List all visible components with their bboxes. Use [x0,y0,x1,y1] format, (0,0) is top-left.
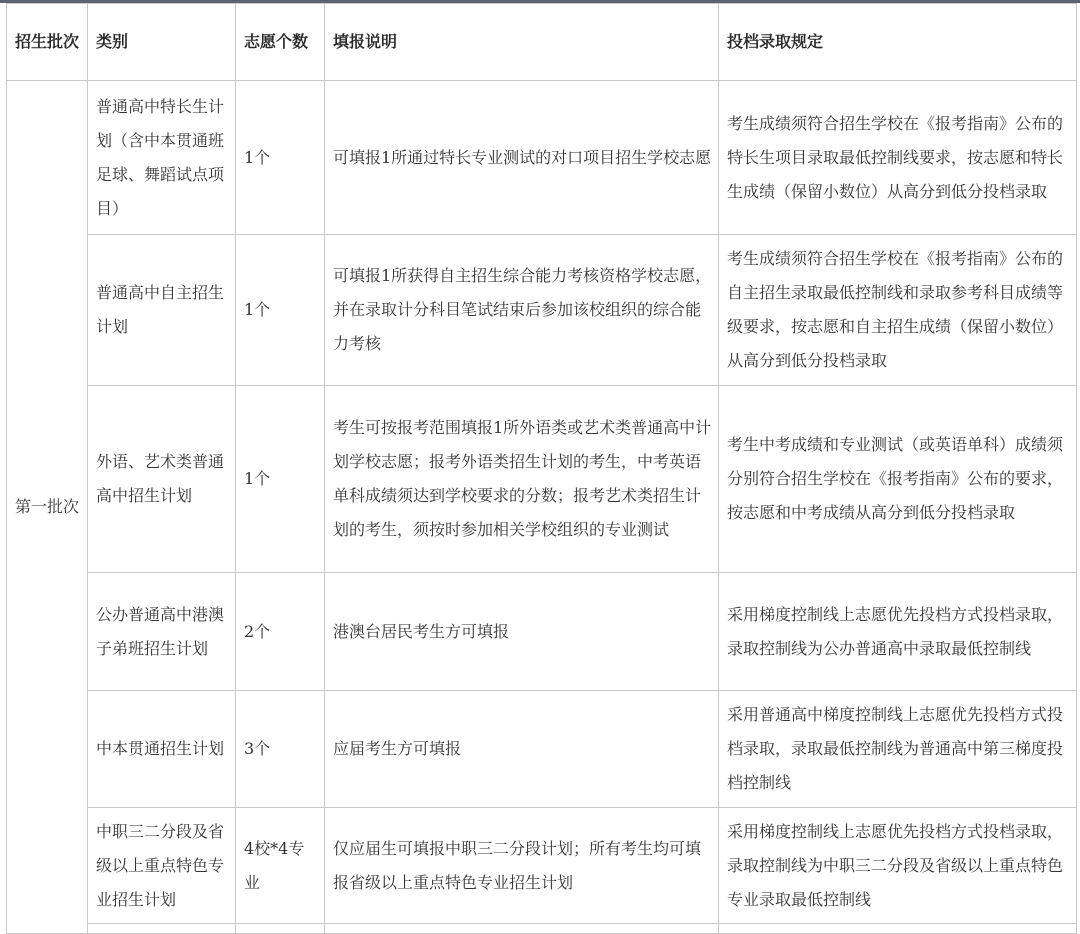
rules-cell: 采用普通高中梯度控制线上志愿优先投档方式投档录取，录取最低控制线为普通高中第三梯度投档控制线 [719,691,1077,808]
table-row-continued [7,924,1077,934]
category-cell: 普通高中特长生计划（含中本贯通班足球、舞蹈试点项目） [88,81,236,235]
rules-cell: 考生中考成绩和专业测试（或英语单科）成绩须分别符合招生学校在《报考指南》公布的要求，按志愿和中考成绩从高分到低分投档录取 [719,386,1077,573]
table-row [7,808,1077,924]
count-cell: 2个 [236,573,325,691]
instructions-cell: 可填报1所通过特长专业测试的对口项目招生学校志愿 [325,81,719,235]
header-batch: 招生批次 [7,4,88,81]
table-row [7,691,1077,808]
instructions-cell: 考生可按报考范围填报1所外语类或艺术类普通高中计划学校志愿；报考外语类招生计划的考生，中考英语单科成绩须达到学校要求的分数；报考艺术类招生计划的考生，须按时参加相关学校组织的专业测试 [325,386,719,573]
instructions-cell: 应届考生方可填报 [325,691,719,808]
rules-cell: 采用梯度控制线上志愿优先投档方式投档录取，录取控制线为公办普通高中录取最低控制线 [719,573,1077,691]
category-cell: 中职三二分段及省级以上重点特色专业招生计划 [88,808,236,924]
count-cell: 1个 [236,386,325,573]
category-cell: 外语、艺术类普通高中招生计划 [88,386,236,573]
rules-cell: 考生成绩须符合招生学校在《报考指南》公布的特长生项目录取最低控制线要求，按志愿和特长生成绩（保留小数位）从高分到低分投档录取 [719,81,1077,235]
table-row [7,81,1077,235]
category-cell: 中本贯通招生计划 [88,691,236,808]
count-cell: 3个 [236,691,325,808]
instructions-cell: 可填报1所获得自主招生综合能力考核资格学校志愿，并在录取计分科目笔试结束后参加该校组织的综合能力考核 [325,235,719,386]
admission-rules-table [6,3,1077,934]
empty-cell [325,924,719,934]
header-category: 类别 [88,4,236,81]
table-header-row [7,4,1077,81]
empty-cell [236,924,325,934]
count-cell: 4校*4专业 [236,808,325,924]
count-cell: 1个 [236,81,325,235]
header-instructions: 填报说明 [325,4,719,81]
rules-cell: 考生成绩须符合招生学校在《报考指南》公布的自主招生录取最低控制线和录取参考科目成绩等级要求，按志愿和自主招生成绩（保留小数位）从高分到低分投档录取 [719,235,1077,386]
instructions-cell: 港澳台居民考生方可填报 [325,573,719,691]
batch-cell: 第一批次 [7,81,88,934]
category-cell: 公办普通高中港澳子弟班招生计划 [88,573,236,691]
instructions-cell: 仅应届生可填报中职三二分段计划；所有考生均可填报省级以上重点特色专业招生计划 [325,808,719,924]
empty-cell [719,924,1077,934]
header-count: 志愿个数 [236,4,325,81]
rules-cell: 采用梯度控制线上志愿优先投档方式投档录取，录取控制线为中职三二分段及省级以上重点特色专业录取最低控制线 [719,808,1077,924]
table-row [7,573,1077,691]
empty-cell [88,924,236,934]
table-row [7,235,1077,386]
table-row [7,386,1077,573]
header-rules: 投档录取规定 [719,4,1077,81]
count-cell: 1个 [236,235,325,386]
category-cell: 普通高中自主招生计划 [88,235,236,386]
